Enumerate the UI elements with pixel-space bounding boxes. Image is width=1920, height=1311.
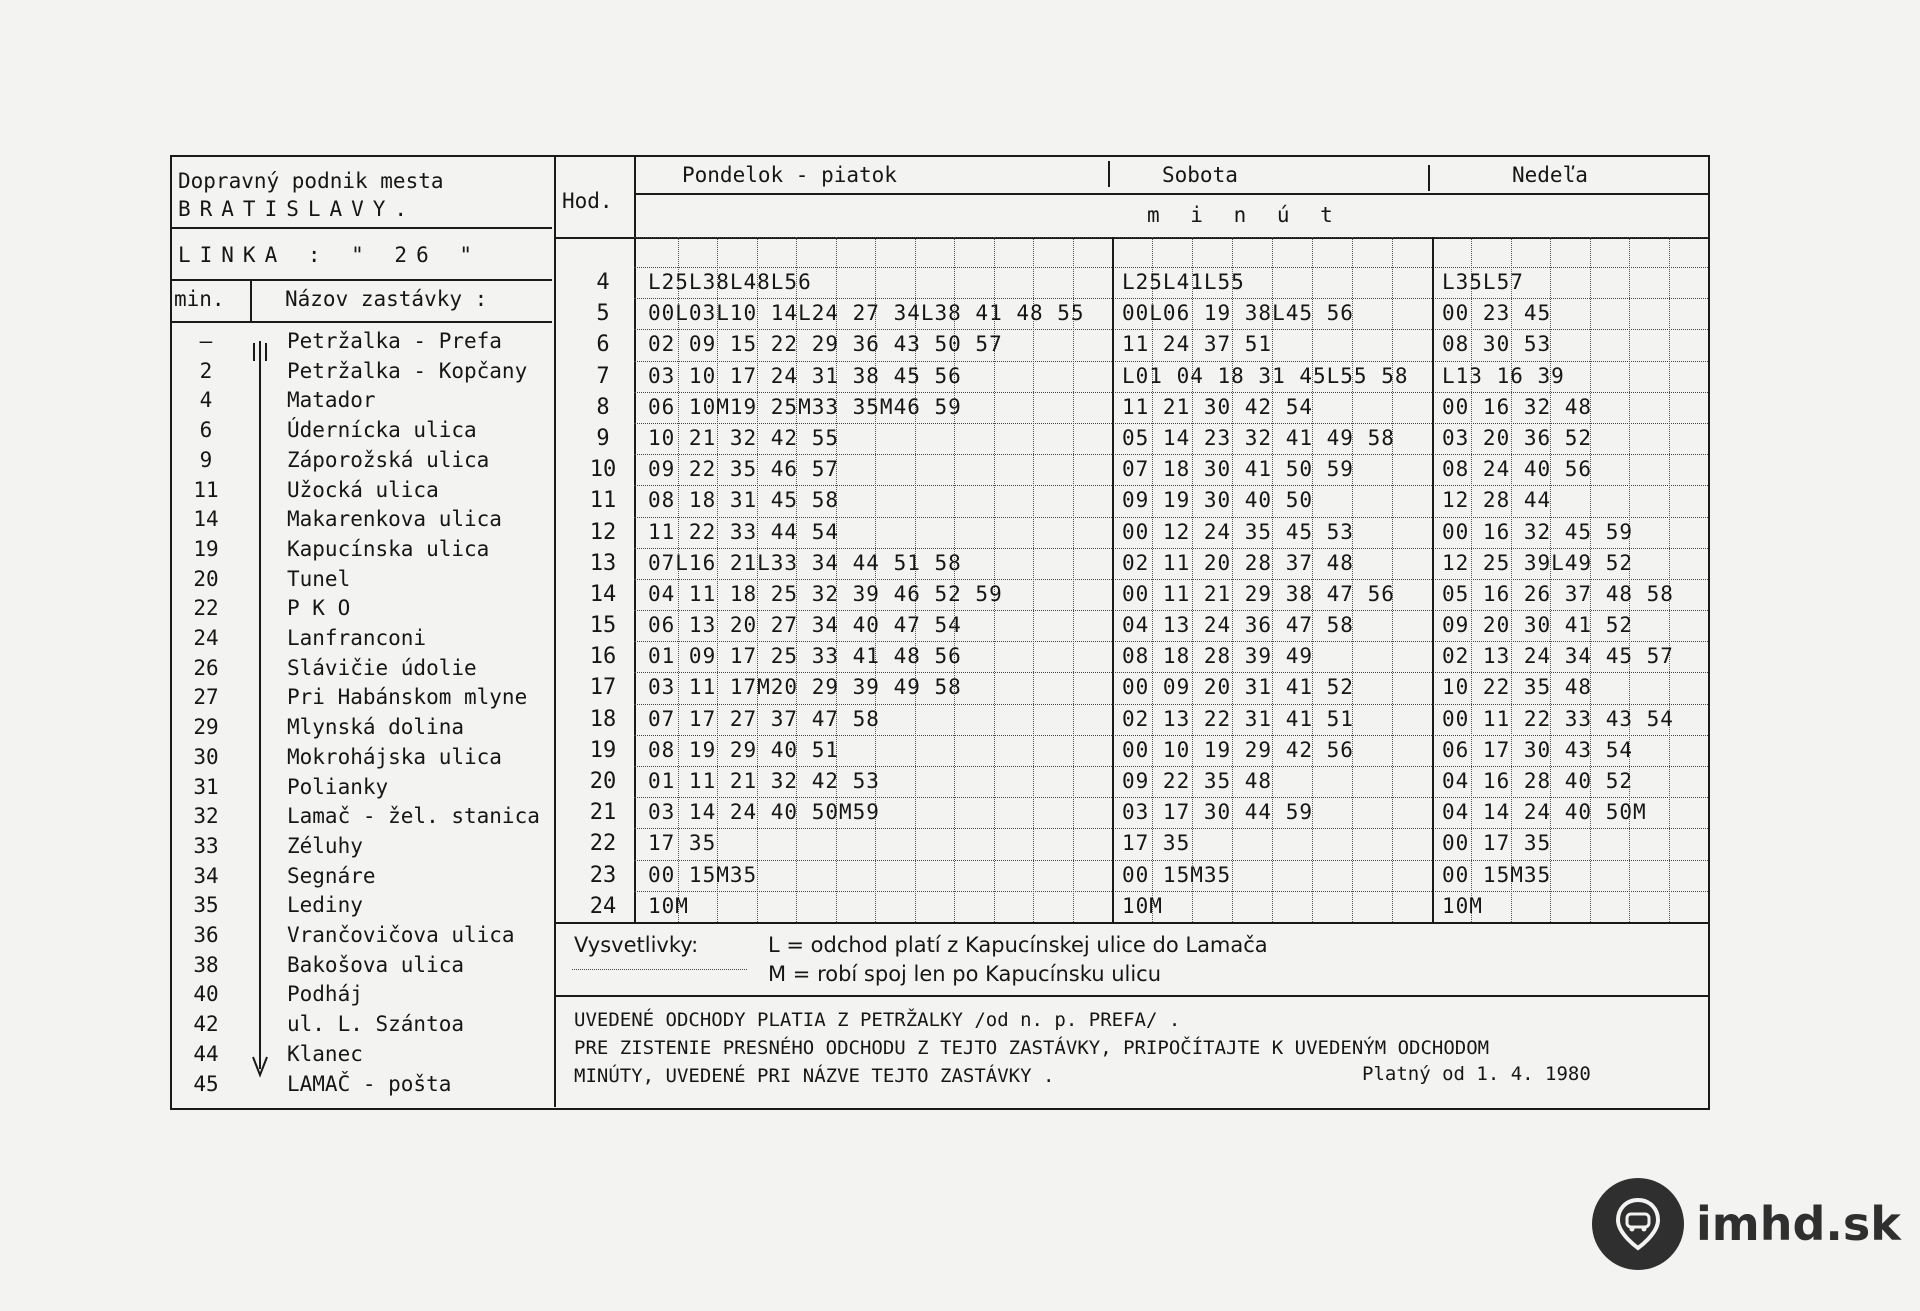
hour-label: 19 (589, 737, 617, 763)
hour-label: 11 (589, 488, 617, 514)
stop-minutes: 38 (193, 952, 219, 977)
stop-name: Lanfranconi (287, 626, 427, 650)
departures-wd: 07 17 27 37 47 58 (648, 706, 880, 731)
stop-row (172, 982, 552, 1012)
stop-minutes: 36 (193, 923, 219, 947)
stop-minutes: 32 (193, 804, 219, 829)
stop-minutes: 4 (199, 388, 213, 413)
column-header-min: min. (174, 287, 225, 311)
hour-label: 16 (589, 644, 617, 670)
departures-wd: 04 11 18 25 32 39 46 52 59 (648, 581, 1003, 606)
stop-minutes: 2 (199, 358, 213, 383)
departures-wd: 10 21 32 42 55 (648, 425, 840, 450)
timetable-sheet (170, 155, 1710, 1110)
hour-label: 9 (596, 425, 610, 451)
stop-row (172, 1042, 552, 1072)
stop-name: Užocká ulica (287, 477, 439, 502)
departures-sat: 11 21 30 42 54 (1122, 394, 1314, 419)
departures-sun: 04 16 28 40 52 (1442, 769, 1634, 794)
stop-minutes: 35 (193, 893, 219, 918)
departures-wd: 17 35 (648, 831, 717, 856)
stop-row (172, 1012, 552, 1042)
departures-sun: 04 14 24 40 50M (1442, 800, 1647, 825)
departures-sun: 05 16 26 37 48 58 (1442, 581, 1674, 606)
departures-sun: 00 17 35 (1442, 831, 1552, 856)
departures-wd: 00L03L10 14L24 27 34L38 41 48 55 (648, 301, 1085, 326)
departures-sun: 00 23 45 (1442, 301, 1552, 326)
departures-wd: 01 11 21 32 42 53 (648, 769, 880, 794)
footnote-line3: MINÚTY, UVEDENÉ PRI NÁZVE TEJTO ZASTÁVKY . (574, 1065, 1055, 1087)
stop-name: Segnáre (287, 863, 376, 888)
hour-label: 17 (589, 675, 617, 701)
footnote-line2: PRE ZISTENIE PRESNÉHO ODCHODU Z TEJTO ZASTÁVKY, PRIPOČÍTAJTE K UVEDENÝM ODCHODOM (574, 1037, 1490, 1059)
header-saturday: Sobota (1162, 163, 1238, 187)
stop-name: Makarenkova ulica (287, 507, 502, 532)
departures-sat: 00 09 20 31 41 52 (1122, 675, 1354, 700)
departures-sun: 00 15M35 (1442, 862, 1552, 887)
departures-wd: 02 09 15 22 29 36 43 50 57 (648, 332, 1003, 357)
header-weekday: Pondelok - piatok (682, 163, 897, 187)
stop-minutes: 29 (193, 715, 219, 740)
stop-minutes: 22 (193, 596, 219, 621)
stop-name: Tunel (287, 566, 351, 591)
departures-wd: 00 15M35 (648, 862, 758, 887)
departures-sat: 09 19 30 40 50 (1122, 488, 1314, 513)
stop-minutes: 6 (199, 418, 213, 443)
departures-wd: 03 14 24 40 50M59 (648, 800, 880, 825)
stop-minutes: 33 (193, 833, 219, 858)
departures-sun: 02 13 24 34 45 57 (1442, 644, 1674, 669)
departures-wd: 09 22 35 46 57 (648, 457, 840, 482)
stop-name: Lediny (287, 893, 363, 918)
stop-name: Klanec (287, 1041, 363, 1066)
stop-name: Podháj (287, 982, 363, 1007)
departures-sat: 00 15M35 (1122, 862, 1232, 887)
stop-name: Petržalka - Prefa (287, 329, 502, 353)
departures-sun: L13 16 39 (1442, 363, 1565, 388)
stop-name: Polianky (287, 774, 389, 799)
stop-name: Záporožská ulica (287, 447, 490, 472)
departures-wd: 07L16 21L33 34 44 51 58 (648, 550, 962, 575)
hour-label: 5 (596, 301, 610, 327)
departures-sat: 00 10 19 29 42 56 (1122, 737, 1354, 762)
departures-wd: 08 18 31 45 58 (648, 488, 840, 513)
departures-sat: L01 04 18 31 45L55 58 (1122, 363, 1409, 388)
departures-wd: 11 22 33 44 54 (648, 519, 840, 544)
departures-sat: 03 17 30 44 59 (1122, 800, 1314, 825)
hour-label: 14 (589, 581, 617, 607)
departures-sat: 05 14 23 32 41 49 58 (1122, 425, 1395, 450)
hour-label: 24 (589, 893, 617, 919)
stop-name: P K O (287, 596, 351, 621)
stop-minutes: 14 (193, 507, 219, 532)
hour-label: 15 (589, 613, 617, 639)
departures-sun: 00 11 22 33 43 54 (1442, 706, 1674, 731)
departures-sat: 08 18 28 39 49 (1122, 644, 1314, 669)
stop-name: Matador (287, 388, 376, 413)
departures-sun: 03 20 36 52 (1442, 425, 1593, 450)
stop-minutes: – (199, 329, 213, 353)
departures-wd: 06 10M19 25M33 35M46 59 (648, 394, 962, 419)
stop-name: Zéluhy (287, 833, 363, 858)
stop-minutes: 44 (193, 1041, 219, 1066)
departures-sat: 10M (1122, 893, 1163, 918)
hour-label: 10 (589, 457, 617, 483)
stop-minutes: 11 (193, 477, 219, 502)
departures-wd: 01 09 17 25 33 41 48 56 (648, 644, 962, 669)
departures-sat: 00 12 24 35 45 53 (1122, 519, 1354, 544)
stop-name: Mokrohájska ulica (287, 744, 502, 769)
footnote-line1: UVEDENÉ ODCHODY PLATIA Z PETRŽALKY /od n. p. PREFA/ . (574, 1009, 1181, 1031)
hour-label: 21 (589, 800, 617, 826)
hour-label: 7 (596, 363, 610, 389)
departures-wd: 08 19 29 40 51 (648, 737, 840, 762)
header-minutes: m i n ú t (1147, 203, 1342, 227)
hour-label: 12 (589, 519, 617, 545)
departures-wd: 03 10 17 24 31 38 45 56 (648, 363, 962, 388)
validity-date: Platný od 1. 4. 1980 (1362, 1063, 1591, 1085)
departures-sat: 00 11 21 29 38 47 56 (1122, 581, 1395, 606)
departures-sat: 17 35 (1122, 831, 1191, 856)
hour-label: 8 (596, 394, 610, 420)
departures-wd: 06 13 20 27 34 40 47 54 (648, 613, 962, 638)
stop-name: ul. L. Szántoa (287, 1012, 465, 1037)
departures-wd: L25L38L48L56 (648, 270, 812, 294)
stop-minutes: 40 (193, 982, 219, 1007)
stop-name: Slávičie údolie (287, 655, 477, 680)
timetable-rows (172, 157, 1708, 922)
departures-sun: 08 24 40 56 (1442, 457, 1593, 482)
company-city: BRATISLAVY. (178, 197, 417, 221)
watermark-text: imhd.sk (1696, 1197, 1901, 1251)
hour-label: 20 (589, 769, 617, 795)
stop-minutes: 42 (193, 1012, 219, 1037)
stop-name: Mlynská dolina (287, 715, 465, 740)
departures-sat: 09 22 35 48 (1122, 769, 1273, 794)
departures-sun: 08 30 53 (1442, 332, 1552, 357)
departures-sun: 09 20 30 41 52 (1442, 613, 1634, 638)
company-name: Dopravný podnik mesta (178, 169, 444, 193)
legend-title: Vysvetlivky: (574, 933, 699, 957)
column-header-stop: Názov zastávky : (285, 287, 488, 311)
departures-sun: 12 25 39L49 52 (1442, 550, 1634, 575)
stop-name: LAMAČ - pošta (287, 1071, 452, 1096)
stop-minutes: 24 (193, 626, 219, 650)
stop-name: Údernícka ulica (287, 418, 477, 443)
departures-sat: 02 13 22 31 41 51 (1122, 706, 1354, 731)
stop-row (172, 923, 552, 953)
departures-sun: 00 16 32 45 59 (1442, 519, 1634, 544)
stop-name: Vrančovičova ulica (287, 923, 515, 947)
departures-sun: 00 16 32 48 (1442, 394, 1593, 419)
stop-name: Kapucínska ulica (287, 536, 490, 561)
departures-sat: 04 13 24 36 47 58 (1122, 613, 1354, 638)
departures-sun: 10M (1442, 893, 1483, 918)
hour-label: 4 (596, 270, 610, 295)
stop-minutes: 26 (193, 655, 219, 680)
legend-l: L = odchod platí z Kapucínskej ulice do Lamača (768, 933, 1268, 957)
departures-sun: L35L57 (1442, 270, 1524, 294)
departures-sun: 06 17 30 43 54 (1442, 737, 1634, 762)
imhd-logo (1592, 1178, 1901, 1270)
stop-name: Lamač - žel. stanica (287, 804, 540, 829)
line-number: LINKA : " 26 " (178, 243, 482, 267)
stop-minutes: 30 (193, 744, 219, 769)
hour-label: 22 (589, 831, 617, 857)
departures-sun: 10 22 35 48 (1442, 675, 1593, 700)
departures-sat: L25L41L55 (1122, 270, 1245, 294)
departures-sat: 07 18 30 41 50 59 (1122, 457, 1354, 482)
header-sunday: Nedeľa (1512, 163, 1588, 187)
stop-name: Pri Habánskom mlyne (287, 685, 528, 710)
stop-minutes: 34 (193, 863, 219, 888)
departures-wd: 10M (648, 893, 689, 918)
departures-sat: 02 11 20 28 37 48 (1122, 550, 1354, 575)
departures-wd: 03 11 17M20 29 39 49 58 (648, 675, 962, 700)
stop-minutes: 45 (193, 1071, 219, 1096)
stop-name: Bakošova ulica (287, 952, 465, 977)
stop-minutes: 31 (193, 774, 219, 799)
departures-sat: 00L06 19 38L45 56 (1122, 301, 1354, 326)
stop-row (172, 1072, 552, 1102)
hour-label: 13 (589, 550, 617, 576)
stop-row (172, 953, 552, 983)
hour-label: 18 (589, 706, 617, 732)
hour-label: 23 (589, 862, 617, 888)
legend-m: M = robí spoj len po Kapucínsku ulicu (768, 962, 1162, 986)
stop-minutes: 19 (193, 536, 219, 561)
stop-name: Petržalka - Kopčany (287, 358, 528, 383)
stop-minutes: 9 (199, 447, 213, 472)
column-header-hour: Hod. (562, 189, 613, 213)
departures-sun: 12 28 44 (1442, 488, 1552, 513)
stop-minutes: 27 (193, 685, 219, 710)
departures-sat: 11 24 37 51 (1122, 332, 1273, 357)
stop-minutes: 20 (193, 566, 219, 591)
hour-label: 6 (596, 332, 610, 358)
location-pin-icon (1592, 1178, 1684, 1270)
